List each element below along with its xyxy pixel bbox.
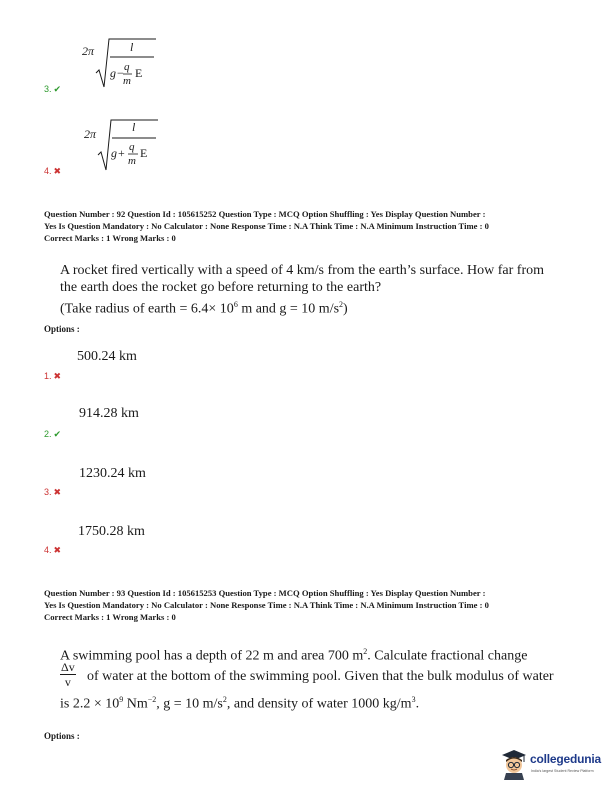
formula-numerator: l xyxy=(132,120,136,134)
q92-meta-line3: Correct Marks : 1 Wrong Marks : 0 xyxy=(44,233,176,243)
cross-icon: ✖ xyxy=(53,487,62,497)
q92-option4-text[interactable]: 1750.28 km xyxy=(78,524,145,539)
q93-meta-line1: Question Number : 93 Question Id : 105615253 Question Type : MCQ Option Shuffling : Yes Display Question Number : xyxy=(44,588,486,598)
q93-meta xyxy=(44,587,489,623)
cross-icon: ✖ xyxy=(53,166,62,176)
formula-E: E xyxy=(135,66,143,80)
formula-sign: + xyxy=(118,146,125,160)
formula-g: g xyxy=(110,66,116,80)
formula-E: E xyxy=(140,146,148,160)
q93-options-label: Options : xyxy=(44,731,80,741)
logo-tagline: India's largest Student Review Platform xyxy=(531,769,594,773)
collegedunia-logo xyxy=(500,748,606,782)
formula-g: g xyxy=(111,146,117,160)
q92-meta-line1: Question Number : 92 Question Id : 105615252 Question Type : MCQ Option Shuffling : Yes Display Question Number : xyxy=(44,209,486,219)
formula-m: m xyxy=(123,75,131,87)
formula-numerator: l xyxy=(130,40,134,54)
check-icon: ✔ xyxy=(53,84,62,94)
formula-q: q xyxy=(129,141,135,153)
q92-option2-label: 2. ✔ xyxy=(44,429,62,439)
q93-meta-line2: Yes Is Question Mandatory : No Calculator : None Response Time : N.A Think Time : N.A Minimum Instruction Time : 0 xyxy=(44,600,489,610)
cross-icon: ✖ xyxy=(53,371,62,381)
formula-m: m xyxy=(128,155,136,167)
q92-options-label: Options : xyxy=(44,324,80,334)
q93-meta-line3: Correct Marks : 1 Wrong Marks : 0 xyxy=(44,612,176,622)
q92-meta xyxy=(44,208,489,244)
q92-option2-text[interactable]: 914.28 km xyxy=(79,406,139,421)
q92-option3-text[interactable]: 1230.24 km xyxy=(79,466,146,481)
prev-option3-label: 3. ✔ xyxy=(44,84,62,94)
formula-coef: 2π xyxy=(84,127,97,141)
prev-option4-formula xyxy=(80,107,170,171)
delta-v-over-v-fraction: $\frac{\Delta v}{v}$ xyxy=(61,660,75,689)
student-mascot-icon xyxy=(500,748,528,780)
formula-sign: − xyxy=(117,66,124,80)
formula-q: q xyxy=(124,61,130,73)
logo-name: collegedunia xyxy=(530,752,601,766)
q92-question-text: A rocket fired vertically with a speed of 4 km/s from the earth’s surface. How far from the earth does the rocket go before returning to the earth? (Take radius of earth = $6.4\times 10^6$ m and g = 10 $m/s^2$) xyxy=(60,263,544,317)
q92-option1-label: 1. ✖ xyxy=(44,371,62,381)
q93-question-text: A swimming pool has a depth of 22 m and area 700 $m^2$. Calculate fractional change $\frac{\Delta v}{v}$ of water at the bottom of the swimming pool. Given that the bulk modulus of water is $2.2 \times 10^9$ $Nm^{-2}$, g = 10 $m/s^2$, and density of water 1000 $kg/m^3$. xyxy=(60,647,554,712)
q92-option4-label: 4. ✖ xyxy=(44,545,62,555)
q92-option3-label: 3. ✖ xyxy=(44,487,62,497)
q92-option1-text[interactable]: 500.24 km xyxy=(77,349,137,364)
cross-icon: ✖ xyxy=(53,545,62,555)
radical-sign xyxy=(80,107,170,171)
formula-coef: 2π xyxy=(82,44,95,58)
prev-option3-formula xyxy=(78,30,168,90)
check-icon: ✔ xyxy=(53,429,62,439)
prev-option4-label: 4. ✖ xyxy=(44,166,62,176)
q92-meta-line2: Yes Is Question Mandatory : No Calculator : None Response Time : N.A Think Time : N.A Minimum Instruction Time : 0 xyxy=(44,221,489,231)
